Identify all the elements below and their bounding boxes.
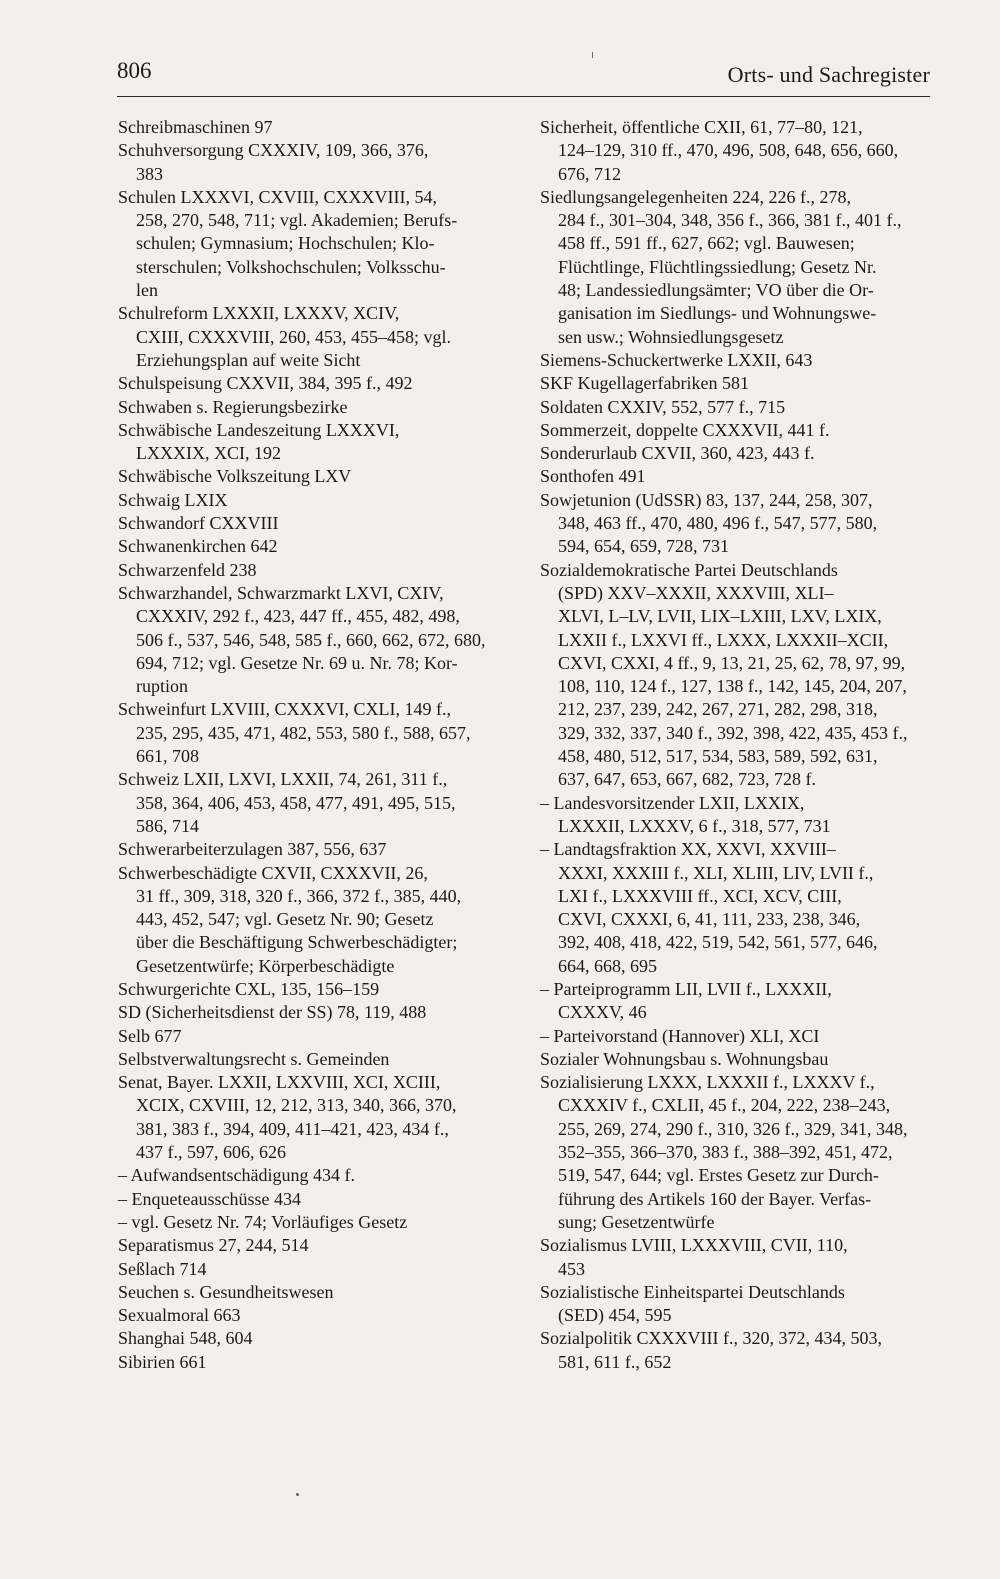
- index-entry-continuation: 212, 237, 239, 242, 267, 271, 282, 298, 318,: [558, 699, 878, 720]
- index-entry-line: Schwurgerichte CXL, 135, 156–159: [118, 978, 380, 999]
- index-entry-line: Schwerbeschädigte CXVII, CXXXVII, 26,: [118, 862, 428, 883]
- index-entry-line: – Parteiprogramm LII, LVII f., LXXXII,: [540, 978, 832, 999]
- index-entry: [540, 1071, 935, 1234]
- index-entry-continuation: 506 f., 537, 546, 548, 585 f., 660, 662, 672, 680,: [136, 629, 486, 650]
- index-entry: [118, 489, 513, 512]
- index-entry-line: Selbstverwaltungsrecht s. Gemeinden: [118, 1048, 390, 1069]
- index-entry-line: Schulen LXXXVI, CXVIII, CXXXVIII, 54,: [118, 186, 437, 207]
- index-entry: [118, 698, 513, 768]
- index-entry-continuation: len: [136, 280, 158, 301]
- index-entry-line: Schwerarbeiterzulagen 387, 556, 637: [118, 839, 387, 860]
- index-column-left: [118, 116, 513, 1374]
- index-entry: [118, 465, 513, 488]
- index-entry-continuation: 329, 332, 337, 340 f., 392, 398, 422, 435, 453 f.,: [558, 722, 908, 743]
- index-entry-continuation: CXXXIV f., CXLII, 45 f., 204, 222, 238–243,: [558, 1095, 891, 1116]
- index-entry-continuation: 284 f., 301–304, 348, 356 f., 366, 381 f., 401 f.,: [558, 210, 902, 231]
- index-entry: [540, 372, 935, 395]
- index-entry-continuation: XCIX, CXVIII, 12, 212, 313, 340, 366, 370,: [136, 1095, 457, 1116]
- index-entry: [540, 559, 935, 792]
- index-entry-line: Schreibmaschinen 97: [118, 117, 273, 137]
- index-entry-line: Soldaten CXXIV, 552, 577 f., 715: [540, 396, 786, 417]
- index-entry: [540, 186, 935, 349]
- index-entry-line: Schwaig LXIX: [118, 489, 228, 510]
- index-entry: [118, 1281, 513, 1304]
- index-entry-line: Seßlach 714: [118, 1258, 207, 1279]
- index-entry-continuation: sen usw.; Wohnsiedlungsgesetz: [558, 326, 784, 347]
- index-entry: [118, 116, 513, 139]
- index-entry-line: Senat, Bayer. LXXII, LXXVIII, XCI, XCIII,: [118, 1072, 441, 1093]
- index-entry: [118, 1025, 513, 1048]
- index-entry: [540, 489, 935, 559]
- index-entry: [540, 978, 935, 1025]
- index-entry: [118, 838, 513, 861]
- page-header: [117, 56, 930, 97]
- index-entry-continuation: 694, 712; vgl. Gesetze Nr. 69 u. Nr. 78; Kor-: [136, 652, 458, 673]
- index-entry: [118, 419, 513, 466]
- index-entry-continuation: führung des Artikels 160 der Bayer. Verfas-: [558, 1188, 872, 1209]
- index-entry-continuation: 358, 364, 406, 453, 458, 477, 491, 495, 515,: [136, 792, 456, 813]
- index-entry: [118, 1048, 513, 1071]
- index-entry-continuation: 108, 110, 124 f., 127, 138 f., 142, 145, 204, 207,: [558, 676, 907, 697]
- index-entry: [540, 349, 935, 372]
- index-entry-line: – Enqueteausschüsse 434: [118, 1188, 301, 1209]
- index-entry-line: Separatismus 27, 244, 514: [118, 1235, 309, 1256]
- index-entry-continuation: LXXXIX, XCI, 192: [136, 443, 281, 464]
- index-entry: [118, 1327, 513, 1350]
- index-entry-continuation: 31 ff., 309, 318, 320 f., 366, 372 f., 385, 440,: [136, 885, 462, 906]
- index-entry-continuation: CXVI, CXXI, 4 ff., 9, 13, 21, 25, 62, 78, 97, 99,: [558, 652, 906, 673]
- page-number: 806: [117, 58, 152, 83]
- index-entry-line: – Parteivorstand (Hannover) XLI, XCI: [540, 1025, 820, 1046]
- index-entry-continuation: 661, 708: [136, 746, 199, 767]
- index-entry-continuation: 124–129, 310 ff., 470, 496, 508, 648, 656, 660,: [558, 140, 899, 161]
- index-entry-line: Schulreform LXXXII, LXXXV, XCIV,: [118, 303, 400, 324]
- index-entry: [118, 768, 513, 838]
- index-entry-continuation: (SED) 454, 595: [558, 1305, 672, 1326]
- index-entry: [540, 838, 935, 978]
- index-entry: [118, 1211, 513, 1234]
- index-entry-continuation: CXXXV, 46: [558, 1002, 647, 1023]
- index-entry-continuation: Flüchtlinge, Flüchtlingssiedlung; Gesetz Nr.: [558, 256, 877, 277]
- index-entry-line: Schwaben s. Regierungsbezirke: [118, 396, 348, 417]
- index-entry: [118, 535, 513, 558]
- index-entry-continuation: 348, 463 ff., 470, 480, 496 f., 547, 577, 580,: [558, 513, 878, 534]
- index-entry-line: Sowjetunion (UdSSR) 83, 137, 244, 258, 307,: [540, 489, 873, 510]
- index-entry-continuation: 664, 668, 695: [558, 955, 657, 976]
- index-entry-line: Sexualmoral 663: [118, 1305, 241, 1326]
- index-entry-continuation: 458 ff., 591 ff., 627, 662; vgl. Bauwesen;: [558, 233, 855, 254]
- index-entry-continuation: 586, 714: [136, 815, 199, 836]
- index-entry: [540, 1281, 935, 1328]
- index-entry: [118, 978, 513, 1001]
- index-entry: [118, 139, 513, 186]
- index-column-right: [540, 116, 935, 1374]
- index-entry-line: SD (Sicherheitsdienst der SS) 78, 119, 488: [118, 1002, 427, 1023]
- index-entry-continuation: 258, 270, 548, 711; vgl. Akademien; Berufs-: [136, 210, 458, 231]
- index-entry: [118, 582, 513, 698]
- index-entry: [118, 186, 513, 302]
- index-entry-continuation: 48; Landessiedlungsämter; VO über die Or-: [558, 280, 874, 301]
- index-entry-continuation: Erziehungsplan auf weite Sicht: [136, 349, 361, 370]
- index-entry-continuation: 392, 408, 418, 422, 519, 542, 561, 577, 646,: [558, 932, 878, 953]
- index-entry-continuation: Gesetzentwürfe; Körperbeschädigte: [136, 955, 395, 976]
- index-entry-continuation: 437 f., 597, 606, 626: [136, 1142, 286, 1163]
- index-entry-continuation: 453: [558, 1258, 585, 1279]
- index-entry-line: Selb 677: [118, 1025, 182, 1046]
- index-entry: [540, 396, 935, 419]
- index-entry-line: – vgl. Gesetz Nr. 74; Vorläufiges Gesetz: [118, 1211, 408, 1232]
- index-entry-line: Siedlungsangelegenheiten 224, 226 f., 278,: [540, 186, 851, 207]
- index-entry-line: Schweinfurt LXVIII, CXXXVI, CXLI, 149 f.,: [118, 699, 451, 720]
- index-entry-continuation: sterschulen; Volkshochschulen; Volksschu-: [136, 256, 446, 277]
- print-dot-mark: [296, 1493, 299, 1496]
- index-entry-continuation: 458, 480, 512, 517, 534, 583, 589, 592, 631,: [558, 746, 878, 767]
- index-entry-line: SKF Kugellagerfabriken 581: [540, 373, 749, 394]
- index-entry: [118, 1188, 513, 1211]
- index-entry: [118, 1258, 513, 1281]
- index-entry: [540, 116, 935, 186]
- index-entry: [540, 1048, 935, 1071]
- index-entry-line: Sozialpolitik CXXXVIII f., 320, 372, 434, 503,: [540, 1328, 882, 1349]
- index-entry: [118, 559, 513, 582]
- index-entry: [118, 1164, 513, 1187]
- index-entry-line: – Landesvorsitzender LXII, LXXIX,: [540, 792, 805, 813]
- index-entry-line: – Landtagsfraktion XX, XXVI, XXVIII–: [540, 839, 836, 860]
- index-entry-continuation: ganisation im Siedlungs- und Wohnungswe-: [558, 303, 877, 324]
- index-entry: [118, 862, 513, 978]
- index-entry-continuation: 352–355, 366–370, 383 f., 388–392, 451, 472,: [558, 1142, 893, 1163]
- index-entry-continuation: 235, 295, 435, 471, 482, 553, 580 f., 588, 657,: [136, 722, 471, 743]
- index-entry-continuation: 381, 383 f., 394, 409, 411–421, 423, 434 f.,: [136, 1118, 449, 1139]
- index-entry-line: Sozialdemokratische Partei Deutschlands: [540, 559, 838, 580]
- index-entry: [118, 1234, 513, 1257]
- index-entry-continuation: 443, 452, 547; vgl. Gesetz Nr. 90; Gesetz: [136, 909, 434, 930]
- index-entry-continuation: schulen; Gymnasium; Hochschulen; Klo-: [136, 233, 435, 254]
- index-entry: [118, 396, 513, 419]
- index-entry-line: – Aufwandsentschädigung 434 f.: [118, 1165, 355, 1186]
- index-entry: [118, 1351, 513, 1374]
- index-entry-line: Schulspeisung CXXVII, 384, 395 f., 492: [118, 373, 413, 394]
- index-entry-continuation: CXVI, CXXXI, 6, 41, 111, 233, 238, 346,: [558, 909, 861, 930]
- index-entry-line: Schwäbische Volkszeitung LXV: [118, 466, 352, 487]
- index-entry-line: Schwarzhandel, Schwarzmarkt LXVI, CXIV,: [118, 582, 444, 603]
- index-entry-continuation: 581, 611 f., 652: [558, 1351, 672, 1372]
- index-entry: [540, 792, 935, 839]
- index-entry: [540, 1327, 935, 1374]
- index-entry: [118, 512, 513, 535]
- index-entry-continuation: über die Beschäftigung Schwerbeschädigter;: [136, 932, 458, 953]
- index-entry-continuation: (SPD) XXV–XXXII, XXXVIII, XLI–: [558, 582, 834, 603]
- index-entry-line: Shanghai 548, 604: [118, 1328, 253, 1349]
- index-entry-continuation: XLVI, L–LV, LVII, LIX–LXIII, LXV, LXIX,: [558, 606, 882, 627]
- index-entry-line: Schwanenkirchen 642: [118, 536, 278, 557]
- index-entry-continuation: 255, 269, 274, 290 f., 310, 326 f., 329, 341, 348,: [558, 1118, 908, 1139]
- index-entry-continuation: LXI f., LXXXVIII ff., XCI, XCV, CIII,: [558, 885, 842, 906]
- index-entry-line: Sozialer Wohnungsbau s. Wohnungsbau: [540, 1048, 829, 1069]
- index-entry: [540, 1234, 935, 1281]
- index-entry: [118, 372, 513, 395]
- index-entry-continuation: sung; Gesetzentwürfe: [558, 1211, 715, 1232]
- index-entry-line: Schwarzenfeld 238: [118, 559, 257, 580]
- index-entry-line: Schwäbische Landeszeitung LXXXVI,: [118, 419, 400, 440]
- index-entry: [540, 1025, 935, 1048]
- index-entry-continuation: CXIII, CXXXVIII, 260, 453, 455–458; vgl.: [136, 326, 451, 347]
- index-entry-line: Sicherheit, öffentliche CXII, 61, 77–80, 121,: [540, 117, 863, 137]
- index-entry-continuation: 594, 654, 659, 728, 731: [558, 536, 729, 557]
- index-entry-line: Schweiz LXII, LXVI, LXXII, 74, 261, 311 f.,: [118, 769, 448, 790]
- index-entry-continuation: CXXXIV, 292 f., 423, 447 ff., 455, 482, 498,: [136, 606, 460, 627]
- index-entry-continuation: 383: [136, 163, 163, 184]
- index-entry-continuation: LXXII f., LXXVI ff., LXXX, LXXXII–XCII,: [558, 629, 889, 650]
- index-entry-continuation: XXXI, XXXIII f., XLI, XLIII, LIV, LVII f.,: [558, 862, 874, 883]
- index-entry-line: Sibirien 661: [118, 1351, 207, 1372]
- index-entry-line: Siemens-Schuckertwerke LXXII, 643: [540, 349, 813, 370]
- index-entry-line: Sonderurlaub CXVII, 360, 423, 443 f.: [540, 443, 815, 464]
- index-entry-continuation: 519, 547, 644; vgl. Erstes Gesetz zur Durch-: [558, 1165, 879, 1186]
- index-entry: [540, 419, 935, 442]
- index-entry-line: Sommerzeit, doppelte CXXXVII, 441 f.: [540, 419, 830, 440]
- index-entry: [540, 442, 935, 465]
- index-entry-continuation: 637, 647, 653, 667, 682, 723, 728 f.: [558, 769, 816, 790]
- index-entry: [118, 1001, 513, 1024]
- index-entry-line: Sozialisierung LXXX, LXXXII f., LXXXV f.,: [540, 1072, 875, 1093]
- index-entry-line: Sozialistische Einheitspartei Deutschlands: [540, 1281, 845, 1302]
- index-entry: [118, 302, 513, 372]
- index-entry-continuation: LXXXII, LXXXV, 6 f., 318, 577, 731: [558, 815, 831, 836]
- index-entry-continuation: 676, 712: [558, 163, 621, 184]
- index-entry-line: Sonthofen 491: [540, 466, 646, 487]
- index-entry-line: Schuhversorgung CXXXIV, 109, 366, 376,: [118, 140, 429, 161]
- index-entry: [540, 465, 935, 488]
- running-title: Orts- und Sachregister: [727, 62, 930, 87]
- index-entry-line: Sozialismus LVIII, LXXXVIII, CVII, 110,: [540, 1235, 848, 1256]
- index-entry: [118, 1304, 513, 1327]
- index-entry-line: Schwandorf CXXVIII: [118, 513, 279, 534]
- index-entry-line: Seuchen s. Gesundheitswesen: [118, 1281, 334, 1302]
- index-entry-continuation: ruption: [136, 676, 188, 697]
- index-entry: [118, 1071, 513, 1164]
